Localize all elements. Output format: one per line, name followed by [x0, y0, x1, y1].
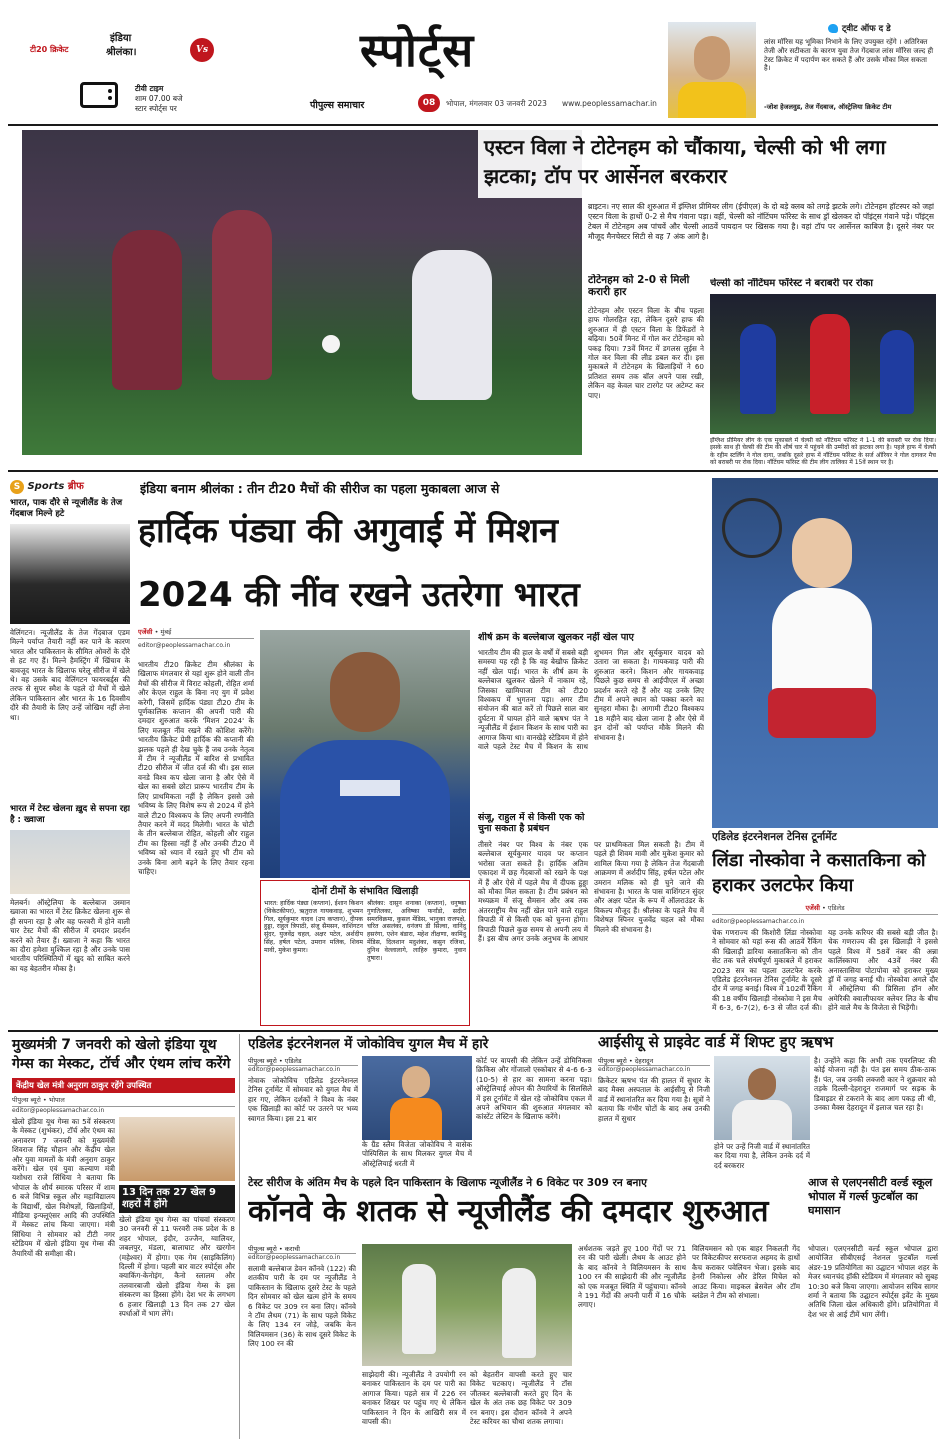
nz-body-2: साझेदारी की। न्यूजीलैंड ने उपयोगी रन बनाकर पाकिस्तान के दम पर पारी का आगाज किया। पहले सत्र में 226 रन बनाकर शिखर पर पहुंच गए थे लेकिन पाकिस्तान ने दिन के आखिरी सत्र में वापसी की।	[362, 1370, 466, 1427]
divider	[8, 124, 938, 126]
khelo-kicker: केंद्रीय खेल मंत्री अनुराग ठाकुर रहेंगे उपस्थित	[12, 1078, 235, 1093]
nz-body-1: सलामी बल्लेबाज डेवन कॉनवे (122) की शतकीय पारी के दम पर न्यूजीलैंड ने पाकिस्तान के खिलाफ दूसरे टेस्ट के पहले दिन सोमवार को खेल खत्म होने के समय 6 विकेट पर 309 रन बना लिए। कॉनवे ने टॉम लैथम (71) के साथ पहले विकेट के लिए 134 रन जोड़े, जबकि केन विलियमसन (36) के साथ दूसरे विकेट के लिए 100 रन की	[248, 1264, 356, 1349]
brief-logo	[10, 478, 130, 494]
nz-body-5: विलियमसन को एक बाहर निकलती गेंद पर विकेटकीपर सरफराज अहमद के हाथों कैच कराकर पवेलियन भेजा। इसके बाद हेनरी निकोल्स और डेरिल मिचेल को आउट किया। माइकल ब्रेसवेल और टॉम ब्लंडेल ने टीम को संभाला।	[692, 1244, 800, 1301]
tv-time-1: टीवी टाइम	[135, 84, 164, 93]
tennis-byline: एजेंसी • एडिलेड	[712, 904, 938, 918]
lead-headline-1: हार्दिक पंड्या की अगुवाई में मिशन	[138, 511, 558, 551]
khelo-byline: पीपुल्स ब्यूरो • भोपाल	[12, 1096, 235, 1107]
lead-byline-city: मुंबई	[160, 628, 172, 636]
epl-intro: ब्राइटन। नए साल की शुरुआत में इंग्लिश प्रीमियर लीग (ईपीएल) के दो बड़े क्लब को तगड़े झटके लगे। टोटेनहम हॉटस्पर को जहां एस्टन विला के हाथों 0-2 से मैच गंवाना पड़ा। वहीं, चेल्सी को नॉटिंघम फॉरेस्ट के साथ ड्रॉ खेलकर दो पॉइंट्स गंवाने पड़े। पॉइंट्स टेबल में टोटेनहम अब पांचवें और चेल्सी आठवें पायदान पर खिसक गया है। वहां टॉप पर आर्सेनल काबिज है। दूसरे नंबर पर मौजूद मैनचेस्टर सिटी से वह 7 अंक आगे है।	[588, 202, 934, 241]
khelo-body: खेलो इंडिया यूथ गेम्स का 5वें संस्करण के मेस्कट (शुभंकर), टॉर्च और एंथम का अनावरण 7 जनवरी को मुख्यमंत्री शिवराज सिंह चौहान और केंद्रीय खेल और युवा मामलों के मंत्री अनुराग ठाकुर करेंगे। खेल एवं युवा कल्याण मंत्री यशोधरा राजे सिंधिया ने बताया कि भोपाल के शौर्य स्मारक परिसर में शाम 6 बजे विभिन्न स्कूल और महाविद्यालय के विद्यार्थी, खेल विशेषज्ञों, खिलाड़ियों, मीडिया इन्फ्लूएंसर आदि की उपस्थिति में मेस्कट लांच किया जाएगा। मंत्री सिंधिया ने सोमवार को टीटी नगर स्टेडियम में खेलो इंडिया यूथ गेम्स की तैयारियों की समीक्षा की।	[12, 1117, 115, 1258]
brief-logo-text: Sports	[27, 481, 65, 492]
tweet-author: -जोश हेजलवुड, तेज गेंदबाज, ऑस्ट्रेलिया क्रिकेट टीम	[764, 103, 892, 111]
lead-email[interactable]: editor@peoplessamachar.co.in	[138, 642, 231, 649]
epl-sub-tottenham: टोटेनहम को 2-0 से मिली करारी हार	[588, 274, 690, 298]
squad-india: भारत: हार्दिक पंड्या (कप्तान), ईशान किशन (विकेटकीपर), ऋतुराज गायकवाड़, शुभमन गिल, सूर्यकुमार यादव (उप कप्तान), दीपक हुड्डा, राहुल त्रिपाठी, संजू सैमसन, वाशिंगटन सुंदर, युजवेंद्र चहल, अक्षर पटेल, अर्शदीप सिंह, हर्षल पटेल, उमरान मलिक, शिवम मावी, मुकेश कुमार।	[264, 900, 363, 954]
khelo-box	[8, 1034, 240, 1439]
divider	[8, 470, 938, 472]
lead-byline: एजेंसी • मुंबई editor@peoplessamachar.co.in	[138, 628, 254, 649]
brief-head-2: भारत में टेस्ट खेलना ख़ुद से सपना रहा है : ख्वाजा	[10, 804, 130, 825]
pant-photo	[714, 1056, 810, 1140]
t20-box	[10, 30, 220, 125]
team1: इंडिया	[110, 33, 132, 44]
t20-label: टी20 क्रिकेट	[30, 45, 69, 54]
page-number: 08	[418, 94, 440, 112]
epl-body-tottenham: टोटेनहम और एस्टन विला के बीच पहला हाफ गोलरहित रहा, लेकिन दूसरे हाफ की शुरुआत में ही एस्टन विला के डिफेंडरों ने बढ़िया। 50वें मिनट में गोल कर टोटेनहम को पकड़ दिया। 73वें मिनट में डगलस लुईस ने गोल कर विला की लीड डबल कर दी। इस मुकाबले में टोटेनहम के खिलाड़ियों ने 60 प्रतिशत समय तक बॉल अपने पास रखी, लेकिन वह केवल चार टारगेट पर अटेम्प्ट कर पाए।	[588, 306, 704, 400]
team2: श्रीलंका।	[106, 47, 137, 58]
epl-sub-chelsea: चेल्सी को नॉटिंघम फॉरेस्ट ने बराबरी पर रोका	[710, 278, 873, 289]
squads-title: दोनों टीमों के संभावित खिलाड़ी	[311, 886, 419, 897]
nz-byline: पीपुल्स ब्यूरो • कराची	[248, 1244, 356, 1254]
brief-column	[10, 478, 130, 1028]
twitter-icon	[828, 24, 838, 33]
djokovic-body-3: कोर्ट पर वापसी की लेकिन उन्हें डोमिनिकस क्रिकिस और गोंजालो एस्कोबार से 4-6 6-3 (10-5) से हार का सामना करना पड़ा। ऑस्ट्रेलियाई ओपन की तैयारियों के सिलसिले में इस टूर्नामेंट में खेल रहे जोकोविच एकल में अपने अभियान की शुरुआत मंगलवार को कांस्टेंट लेस्टिन के खिलाफ करेंगे।	[476, 1056, 592, 1122]
khelo-box-body: खेलो इंडिया यूथ गेम्स का पांचवां संस्करण 30 जनवरी से 11 फरवरी तक प्रदेश के 8 शहर भोपाल, इंदौर, उज्जैन, ग्वालियर, जबलपुर, मंडला, बालाघाट और खरगोन (महेश्वर) में होगा। एक गेम (साइकिलिंग) दिल्ली में होगा। पहली बार वाटर स्पोर्ट्स और क्याकिंग-केनोइंग, कैनो स्लालम और तलवारबाजी खेलो इंडिया गेम्स के इस संस्करण का हिस्सा होंगे। देश भर के लगभग 6 हजार खिलाड़ी 13 दिन तक 27 खेल स्पर्धाओं में भाग लेंगे।	[119, 1215, 235, 1319]
tennis-byline-city: एडिलेड	[827, 904, 845, 912]
pant-body-3: है। उन्होंने कहा कि अभी तक एयरलिफ्ट की कोई योजना नहीं है। पंत इस समय ठीक-ठाक हैं। पंत, जब उनकी लक्जरी कार ने शुक्रवार को तड़के दिल्ली-देहरादून राजमार्ग पर सड़क के डिवाइडर से टकराने के बाद आग पकड़ ली थी, उनका मैक्स देहरादून में इलाज चल रहा है।	[814, 1056, 936, 1113]
nz-headline: कॉनवे के शतक से न्यूजीलैंड की दमदार शुरुआत	[248, 1194, 769, 1229]
khawaja-photo	[10, 830, 130, 894]
lead-kicker: इंडिया बनाम श्रीलंका : तीन टी20 मैचों की सीरीज का पहला मुकाबला आज से	[140, 481, 500, 496]
vs-badge: Vs	[190, 38, 214, 62]
lead-sub-1: शीर्ष क्रम के बल्लेबाज खुलकर नहीं खेल पाए	[478, 632, 634, 643]
pant-email[interactable]: editor@peoplessamachar.co.in	[598, 1066, 691, 1073]
tennis-kicker: एडिलेड इंटरनेशनल टेनिस टूर्नामेंट	[712, 831, 837, 843]
tweet-box	[668, 22, 936, 122]
tv-icon	[80, 82, 118, 108]
nz-body-3: को बेहतरीन वापसी करते हुए चार विकेट चटकाए। न्यूजीलैंड ने टॉस जीतकर बल्लेबाजी करते हुए दिन के खेल के अंत तक छह विकेट पर 309 रन बनाए। इस दौरान कॉनवे ने अपने टेस्ट करियर का चौथा शतक लगाया।	[470, 1370, 572, 1427]
djokovic-body-2: के ग्रैंड स्लैम विजेता जोकोविच ने वासेक पोस्पिसिल के साथ मिलकर युगल मैच में ऑस्ट्रेलियाई धरती में	[362, 1140, 472, 1168]
djokovic-email[interactable]: editor@peoplessamachar.co.in	[248, 1066, 341, 1073]
lead-sub-body: भारतीय टीम की हाल के वर्षों में सबसे बड़ी समस्या यह रही है कि वह बेखौफ क्रिकेट नहीं खेल पाई। भारत के शीर्ष क्रम के बल्लेबाज खुलकर खेलने में नाकाम रहे, जिसका खामियाजा टीम को टी20 विश्वकप में भुगतना पड़ा। अगर टीम संयोजन की बात करें तो पिछले साल बार दुर्घटना में घायल होने वाले ऋषभ पंत ने न्यूजीलैंड में ईशान किशन के साथ पारी का आगाज किया था। वानखेड़े स्टेडियम में होने वाले पहले टेस्ट मैच में किशन के साथ शुभमन गिल और सूर्यकुमार यादव को उतारा जा सकता है। गायकवाड़ पारी की शुरुआत करने। किशन और गायकवाड़ पिछले कुछ समय से आईपीएल में अच्छा प्रदर्शन करते रहे हैं और यह उनके लिए टीम में अपने स्थान को पक्का करने का सुनहरा मौका है। आगामी टी20 विश्वकप 18 महीने बाद खेला जाना है और ऐसे में इन दोनों को पर्याप्त मौके मिलने की संभावना है।	[478, 648, 704, 752]
tennis-body: चेक गणराज्य की किशोरी लिंडा नोस्कोवा ने सोमवार को यहां रूस की आठवें रैंकिंग की खिलाड़ी डारिया कसातकिना को तीन सेट तक चले संघर्षपूर्ण मुकाबले में हराकर 2023 सत्र का पहला उलटफेर करके एडिलेड इंटरनेशनल टेनिस टूर्नामेंट के दूसरे दौर में जगह बनाई। विश्व में 102वीं रैंकिंग की 18 वर्षीय खिलाड़ी नोस्कोवा ने इस मैच में 6-3, 6-7(2), 6-3 से जीत दर्ज की। यह उनके करियर की सबसे बड़ी जीत है। चेक गणराज्य की इस खिलाड़ी ने इससे पहले विश्व में 58वें नंबर की अन्ना कालिंस्काया और 43वें नंबर की अनास्तासिया पोटापोवा को हराकर मुख्य ड्रॉ में जगह बनाई थी। नोस्कोवा अगले दौर में ऑस्ट्रेलिया की प्रिसिला हॉन और अमेरिकी क्वालीफायर क्लेयर लिउ के बीच होने वाले मैच के विजेता से भिड़ेंगी।	[712, 928, 938, 1013]
pant-body-2: होने पर उन्हें निजी वार्ड में स्थानांतरित कर दिया गया है, लेकिन उनके दर्द में दर्द बरकरार	[714, 1142, 810, 1170]
djokovic-photo	[362, 1056, 472, 1140]
djokovic-byline: पीपुल्स ब्यूरो • एडिलेड	[248, 1056, 358, 1066]
chelsea-caption: इंग्लिश प्रीमियर लीग के एक मुकाबले में चेल्सी को नॉटिंघम फॉरेस्ट ने 1-1 की बराबरी पर रोक दिया। इसके साथ ही चेल्सी की टीम की शीर्ष चार में पहुंचने की उम्मीदों को झटका लगा है। पहले हाफ में चेल्सी के रहीम स्टर्लिंग ने गोल दागा, जबकि दूसरे हाफ में नॉटिंघम फॉरेस्ट के सर्ज ऑरियर ने गोल दागकर मैच को बराबरी पर रोक दिया। नॉटिंघम फॉरेस्ट की टीम लीग तालिका में 15वें स्थान पर है।	[710, 437, 936, 467]
epl-headline: एस्टन विला ने टोटेनहम को चौंकाया, चेल्सी को भी लगा झटका; टॉप पर आर्सेनल बरकरार	[478, 130, 934, 198]
dateline: भोपाल, मंगलवार 03 जनवरी 2023	[446, 99, 547, 108]
lead-body: भारतीय टी20 क्रिकेट टीम श्रीलंका के खिलाफ मंगलवार से यहां शुरू होने वाली तीन मैचों की सीरीज में विराट कोहली, रोहित शर्मा और केएल राहुल के बिना नए युग में प्रवेश करेगी, जिसमें हार्दिक पंड्या टी20 टीम के पूर्णकालिक कप्तान की अपनी पारी की दमदार शुरुआत करके 'मिशन 2024' के लिए मजबूत नींव रखने की कोशिश करेंगे। भारतीय क्रिकेट प्रेमी हार्दिक की कप्तानी की झलक पहले ही देख चुके हैं जब उनके नेतृत्व में टीम ने न्यूजीलैंड में बारिश से प्रभावित टी20 सीरीज में जीत दर्ज की थी। इस साल वनडे विश्व कप खेला जाना है और ऐसे में खेल का सबसे छोटा प्रारूप भारतीय टीम के लिए प्राथमिकता नहीं है लेकिन इससे उसे भविष्य के लिए विशेष रूप से 2024 में होने वाले टी20 विश्वकप के लिए अपनी रणनीति तैयार करने में मदद मिलेगी। भारत के चोटी के तीन बल्लेबाज रोहित, कोहली और राहुल टीम का हिस्सा नहीं हैं और उनकी टी20 में भविष्य को ध्यान में रखते हुए भी टीम को उनके बिना आगे बढ़ने के लिए तैयार रहना चाहिए।	[138, 660, 254, 876]
tweet-text: लांस मॉरिस यह भूमिका निभाने के लिए उपयुक्त रहेंगे । अतिरिक्त तेजी और सटीकता के कारण युवा तेज गेंदबाज लांस मॉरिस जल्द ही टेस्ट क्रिकेट में पदार्पण कर सकते हैं और उसके मौका मिल सकता है।	[764, 38, 934, 73]
tennis-headline: लिंडा नोस्कोवा ने कसातकिना को हराकर उलटफेर किया	[712, 850, 926, 896]
tennis-email[interactable]: editor@peoplessamachar.co.in	[712, 918, 805, 925]
tweet-label: ट्वीट ऑफ द डे	[842, 24, 891, 34]
khelo-headline: मुख्यमंत्री 7 जनवरी को खेलो इंडिया यूथ गेम्स का मेस्कट, टॉर्च और एंथम लांच करेंगे	[12, 1037, 231, 1072]
masthead-title: स्पोर्ट्स	[360, 23, 475, 77]
brief-body-2: मेलबर्न। ऑस्ट्रेलिया के बल्लेबाज उस्मान ख्वाजा का भारत में टेस्ट क्रिकेट खेलना शुरू से ही सपना रहा है और वह फरवरी में होने वाली चार टेस्ट मैचों की सीरीज में दमदार प्रदर्शन करने को तैयार हैं। ख्वाजा ने कहा कि भारत का दौरा हमेशा मुश्किल रहा है और उनके पास भारतीय परिस्थितियों में खुद को साबित करने का यह बेहतरीन मौका है।	[10, 898, 130, 973]
brief-head-1: भारत, पाक दौरे से न्यूजीलैंड के तेज गेंदबाज मिल्ने हटे	[10, 498, 123, 519]
lead-headline-2: 2024 की नींव रखने उतरेगा भारत	[138, 575, 580, 615]
tv-time-2: शाम 07.00 बजे	[135, 94, 183, 103]
pant-headline: आईसीयू से प्राइवेट वार्ड में शिफ्ट हुए ऋषभ	[598, 1033, 834, 1051]
brief-body-1: वेलिंगटन। न्यूजीलैंड के तेज गेंदबाज एडम मिल्ने पर्याप्त तैयारी नहीं कर पाने के कारण भारत और पाकिस्तान के सीमित ओवरों के दौरे से हट गए हैं। मिल्ने हैमस्ट्रिंग में खिंचाव के बावजूद भारत के खिलाफ घरेलू सीरीज में खेले थे। वह उसके बाद वेलिंगटन फायरबर्ड्स की तरफ से सुपर स्मैश के पहले दो मैचों में खेले लेकिन पाकिस्तान और भारत के 16 दिवसीय दौरे की तैयारी के लिए उन्हें जोखिम नहीं लेना था।	[10, 628, 130, 722]
lead-sub2-body: तीसरे नंबर पर विश्व के नंबर एक बल्लेबाज सूर्यकुमार यादव पर कप्तान भरोसा जता सकते हैं। हार्दिक अतिम एकादश में छह गेंदबाजों को रखने के पक्ष में हैं और ऐसे में पहले मैच में दीपक हुड्डा को मौका मिल सकता है। टीम प्रबंधन को मध्यक्रम में संजू सैमसन और अब तक अंतरराष्ट्रीय मैच नहीं खेल पाने वाले राहुल त्रिपाठी में से किसी एक को चुनना होगा। त्रिपाठी पिछले कुछ समय से अपनी लय में हैं। इस बीच अगर उनके अनुभव के आधार पर प्राथमिकता मिल सकती है। टीम में पहले ही शिवम मावी और मुकेश कुमार को शामिल किया गया है लेकिन तेज गेंदबाजी आक्रमण में अर्शदीप सिंह, हर्षल पटेल और उमरान मलिक को ही चुने जाने की संभावना है। भारत के पास वाशिंगटन सुंदर और अक्षर पटेल के रूप में ऑलराउंडर के विकल्प मौजूद हैं। श्रीलंका के पहले मैच में विशेषज्ञ स्पिनर युजवेंद्र चहल को मौका मिलने की संभावना है।	[478, 840, 704, 944]
djokovic-headline: एडिलेड इंटरनेशनल में जोकोविच युगल मैच में हारे	[248, 1036, 489, 1052]
pant-body-1: क्रिकेटर ऋषभ पंत की हालत में सुधार के बाद मैक्स अस्पताल के आईसीयू से निजी वार्ड में स्थानांतरित कर दिया गया है। सूत्रों ने बताया कि गंभीर चोटों के बाद अब उनकी हालत में सुधार	[598, 1076, 710, 1123]
squads-box	[260, 880, 470, 1026]
milne-photo	[10, 524, 130, 624]
paper-name: पीपुल्स समाचार	[310, 100, 365, 111]
djokovic-body-1: नोवाक जोकोविच एडिलेड इंटरनेशनल टेनिस टूर्नामेंट में सोमवार को युगल मैच में हार गए, लेकिन दर्शकों ने विश्व के नंबर एक खिलाड़ी का कोर्ट पर उतरने पर भव्य स्वागत किया। इस 21 बार	[248, 1076, 358, 1123]
noskova-photo	[712, 478, 938, 828]
nz-kicker: टेस्ट सीरीज के अंतिम मैच के पहले दिन पाकिस्तान के खिलाफ न्यूजीलैंड ने 6 विकेट पर 309 रन बनाए	[248, 1177, 647, 1189]
masthead	[300, 18, 600, 118]
player-photo	[668, 22, 756, 118]
nz-body-4: अर्धशतक जड़ते हुए 100 गेंदों पर 71 रन की पारी खेली। लैथम के आउट होने के बाद कॉनवे ने विलियमसन के साथ 100 रन की साझेदारी की और न्यूजीलैंड को एक मजबूत स्थिति में पहुंचाया। कॉनवे ने 191 गेंदों की अपनी पारी में 16 चौके लगाए।	[578, 1244, 686, 1310]
brief-logo-s: S	[10, 480, 24, 494]
lead-sub-2: संजू, राहुल में से किसी एक को चुना सकता है प्रबंधन	[478, 812, 585, 834]
squad-sl: श्रीलंका: दासुन शनाका (कप्तान), धनुष्का गुणतिलका, अविष्का फर्नांडो, सदीरा समरविक्रमा, कुसल मेंडिस, भानुका राजपक्षे, चरित असलंका, धनंजय डी सिल्वा, वानिंदु हसरंगा, एशेन बंडारा, महेश तीक्षणा, कामिंदु मेंडिस, दिलशान मदुशंका, कसुन रजिथा, दुनिथ वेल्लालागे, लाहिरु कुमारा, नुवान तुषारा।	[367, 900, 466, 962]
pant-byline: पीपुल्स ब्यूरो • देहरादून	[598, 1056, 710, 1066]
brief-logo-suffix: ब्रीफ	[67, 481, 84, 492]
lead-byline-agency: एजेंसी	[138, 628, 153, 636]
nz-email[interactable]: editor@peoplessamachar.co.in	[248, 1254, 341, 1261]
scindia-photo	[119, 1117, 235, 1181]
khelo-box-head: 13 दिन तक 27 खेल 9 शहरों में होंगे	[119, 1185, 235, 1213]
khelo-email[interactable]: editor@peoplessamachar.co.in	[12, 1107, 105, 1114]
pandya-photo	[260, 630, 470, 878]
chelsea-photo	[710, 294, 936, 434]
website[interactable]: www.peoplessamachar.in	[562, 99, 657, 108]
nz-photo	[362, 1244, 572, 1366]
tennis-byline-agency: एजेंसी	[805, 904, 820, 912]
tv-time-3: स्टार स्पोर्ट्स पर	[135, 104, 177, 113]
school-body: भोपाल। एलएनसीटी वर्ल्ड स्कूल भोपाल द्वारा आयोजित सीबीएसई नेशनल फुटबॉल गर्ल्स अंडर-19 प्रतियोगिता का उद्घाटन भोपाल शहर के मेजर ध्यानचंद हॉकी स्टेडियम में मंगलवार को सुबह 10:30 बजे किया जाएगा। आयोजन सचिव सागर शर्मा ने बताया कि उद्घाटन स्पोर्ट्स इवेंट के मुख्य अतिथि जिला खेल अधिकारी होंगे। प्रतियोगिता में देश भर से आई टीमें भाग लेंगी।	[808, 1244, 938, 1319]
school-headline: आज से एलएनसीटी वर्ल्ड स्कूल भोपाल में गर्ल्स फुटबॉल का घमासान	[808, 1176, 933, 1217]
